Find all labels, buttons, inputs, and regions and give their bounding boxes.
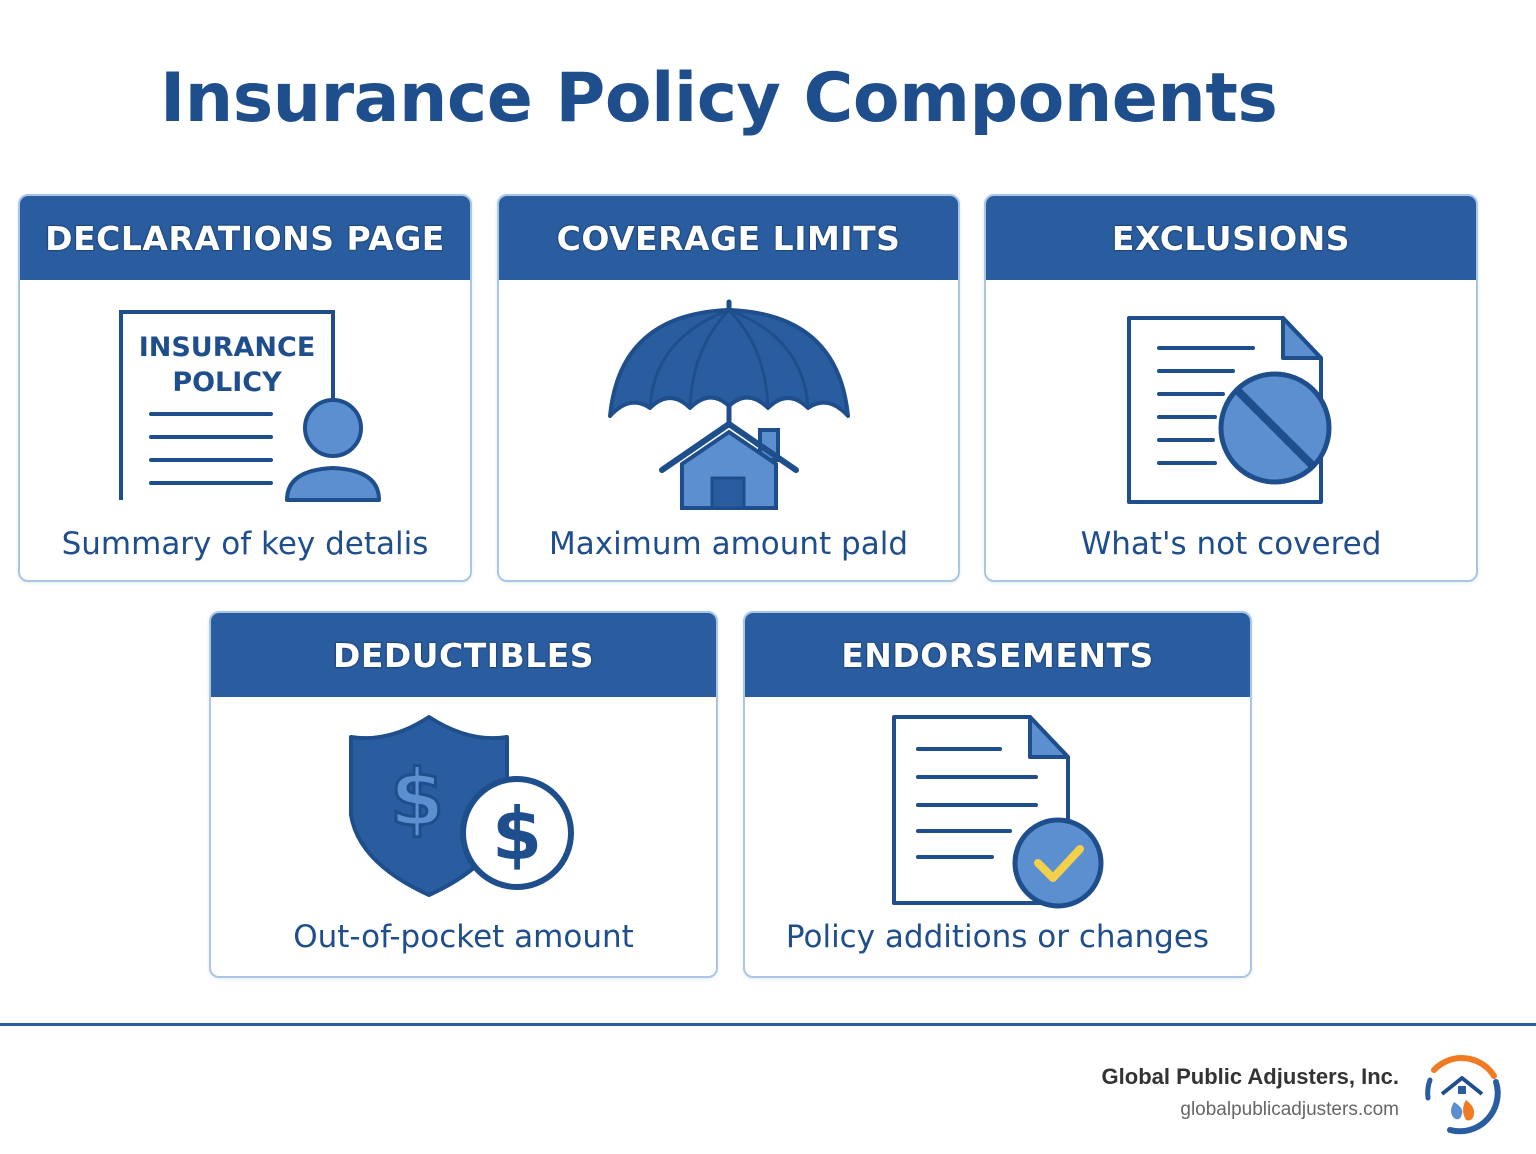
card-heading: COVERAGE LIMITS [499,196,958,280]
card-exclusions [984,194,1478,582]
card-heading: DECLARATIONS PAGE [20,196,470,280]
card-coverage-limits [497,194,960,582]
shield-dollar-coin-icon [211,713,716,899]
house-flame-water-logo [1420,1050,1504,1140]
card-heading: DEDUCTIBLES [211,613,716,697]
card-caption: What's not covered [1080,526,1382,562]
card-caption: Out-of-pocket amount [293,919,634,955]
umbrella-house-icon [499,298,958,510]
card-declarations-page [18,194,472,582]
svg-text:$: $ [389,754,444,844]
insurance-policy-document-person-icon [20,304,470,504]
footer-divider [0,1023,1536,1026]
card-caption: Policy additions or changes [785,919,1210,955]
policy-label-line1: INSURANCE [138,332,316,363]
card-heading: EXCLUSIONS [986,196,1476,280]
document-checkmark-icon [745,713,1250,909]
svg-text:$: $ [491,792,542,876]
policy-label-line2: POLICY [172,367,282,398]
page-title: Insurance Policy Components [160,59,1278,138]
card-deductibles [209,611,718,978]
company-website: globalpublicadjusters.com [1180,1099,1399,1120]
document-prohibited-icon [986,310,1476,510]
card-heading: ENDORSEMENTS [745,613,1250,697]
card-caption: Maximum amount pald [548,526,909,562]
company-name: Global Public Adjusters, Inc. [1101,1064,1399,1089]
card-caption: Summary of key detalis [61,526,429,562]
card-endorsements [743,611,1252,978]
